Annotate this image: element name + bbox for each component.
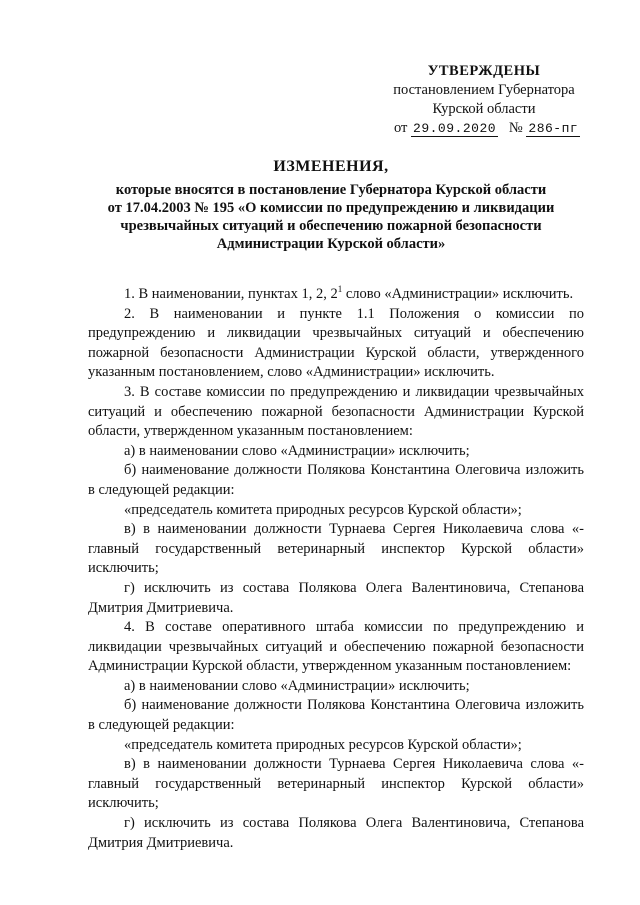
paragraph-4-c: в) в наименовании должности Турнаева Сергея Николаевича слова «- главный государственный ветеринарный инспектор Курской области» исключить; xyxy=(88,756,584,812)
approval-dateline xyxy=(384,119,584,138)
paragraph-4-b-quote: «председатель комитета природных ресурсов Курской области»; xyxy=(124,736,522,753)
paragraph-1-tail: слово «Администрации» исключить. xyxy=(342,286,574,302)
title-main: ИЗМЕНЕНИЯ, xyxy=(273,158,389,175)
paragraph-1 xyxy=(88,285,584,305)
approval-heading: УТВЕРЖДЕНЫ xyxy=(427,63,541,79)
approval-line-1: постановлением Губернатора xyxy=(393,82,575,98)
approval-date: 29.09.2020 xyxy=(413,121,497,136)
approval-line-2: Курской области xyxy=(432,101,536,117)
paragraph-1-text: 1. В наименовании, пунктах 1, 2, 2 xyxy=(124,286,338,302)
paragraph-3-a: а) в наименовании слово «Администрации» исключить; xyxy=(124,442,470,459)
paragraph-2: 2. В наименовании и пункте 1.1 Положения о комиссии по предупреждению и ликвидации чрезвычайных ситуаций и обеспечению пожарной безопасности Администрации Курской области, утвержденного указанным постановлением, слово «Администрации» исключить. xyxy=(88,305,584,381)
paragraph-3: 3. В составе комиссии по предупреждению и ликвидации чрезвычайных ситуаций и обеспечению пожарной безопасности Администрации Курской области, утвержденном указанным постановлением: xyxy=(88,383,584,440)
paragraph-4-a: а) в наименовании слово «Администрации» исключить; xyxy=(124,677,470,694)
title-line: от 17.04.2003 № 195 «О комиссии по предупреждению и ликвидации xyxy=(107,200,555,216)
date-prefix: от xyxy=(394,120,408,136)
title-line: которые вносятся в постановление Губернатора Курской области xyxy=(115,182,547,198)
approval-number: 286-пг xyxy=(528,121,579,136)
paragraph-4-b: б) наименование должности Полякова Константина Олеговича изложить в следующей редакции: xyxy=(88,697,584,734)
paragraph-3-c: в) в наименовании должности Турнаева Сергея Николаевича слова «- главный государственный ветеринарный инспектор Курской области» исключить; xyxy=(88,521,584,577)
paragraph-3-b: б) наименование должности Полякова Константина Олеговича изложить в следующей редакции: xyxy=(88,462,584,498)
document-body xyxy=(88,285,584,853)
superscript-mark: 1 xyxy=(337,284,343,294)
approval-block xyxy=(384,62,584,138)
title-line: чрезвычайных ситуаций и обеспечению пожарной безопасности xyxy=(120,218,542,234)
paragraph-4: 4. В составе оперативного штаба комиссии по предупреждению и ликвидации чрезвычайных ситуаций и обеспечению пожарной безопасности Администрации Курской области, утвержденном указанным постановлением: xyxy=(88,619,584,675)
paragraph-3-b-quote: «председатель комитета природных ресурсов Курской области»; xyxy=(124,501,522,518)
document-title xyxy=(78,156,584,253)
title-line: Администрации Курской области» xyxy=(216,236,446,252)
paragraph-4-d: г) исключить из состава Полякова Олега Валентиновича, Степанова Дмитрия Дмитриевича. xyxy=(88,815,584,851)
paragraph-3-d: г) исключить из состава Полякова Олега Валентиновича, Степанова Дмитрия Дмитриевича. xyxy=(88,579,584,616)
number-prefix: № xyxy=(508,120,523,136)
